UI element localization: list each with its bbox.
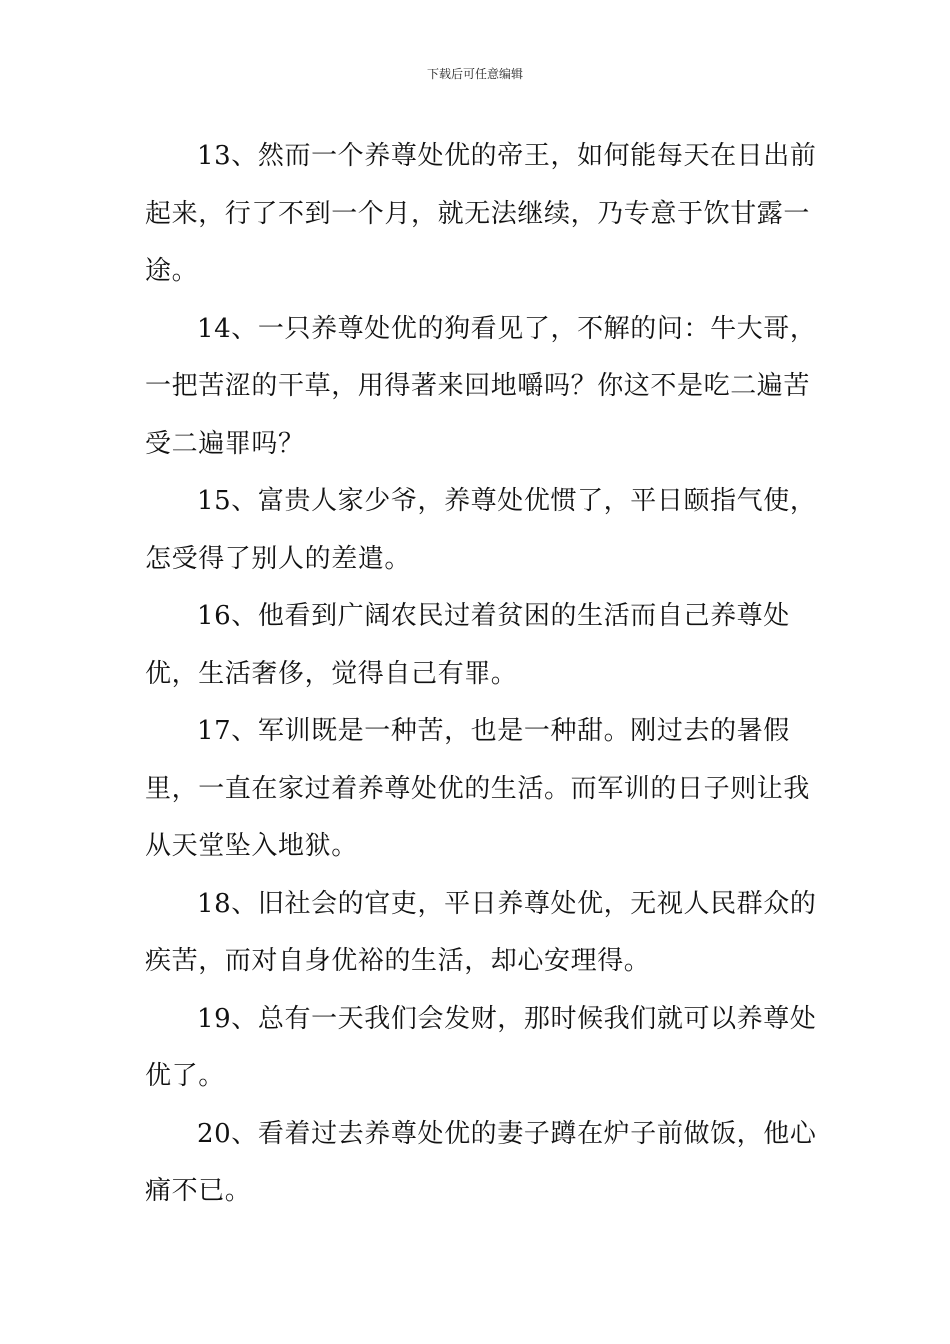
- paragraph-19: 19、总有一天我们会发财，那时候我们就可以养尊处优了。: [145, 1003, 817, 1091]
- paragraph-18: 18、旧社会的官吏，平日养尊处优，无视人民群众的疾苦，而对自身优裕的生活，却心安理得。: [145, 888, 817, 976]
- paragraph-15: 15、富贵人家少爷，养尊处优惯了，平日颐指气使，怎受得了别人的差遣。: [145, 486, 817, 574]
- paragraph-20: 20、看着过去养尊处优的妻子蹲在炉子前做饭，他心痛不已。: [145, 1118, 817, 1206]
- document-body: [145, 128, 835, 1221]
- paragraph-17: 17、军训既是一种苦，也是一种甜。刚过去的暑假里，一直在家过着养尊处优的生活。而军训的日子则让我从天堂坠入地狱。: [145, 716, 811, 861]
- paragraph-16: 16、他看到广阔农民过着贫困的生活而自己养尊处优，生活奢侈，觉得自己有罪。: [145, 601, 790, 689]
- page-header: 下载后可任意编辑: [426, 67, 523, 81]
- paragraph-13: 13、然而一个养尊处优的帝王，如何能每天在日出前起来，行了不到一个月，就无法继续，乃专意于饮甘露一途。: [145, 141, 817, 286]
- paragraph-14: 14、一只养尊处优的狗看见了，不解的问：牛大哥，一把苦涩的干草，用得著来回地嚼吗？你这不是吃二遍苦受二遍罪吗？: [145, 313, 817, 459]
